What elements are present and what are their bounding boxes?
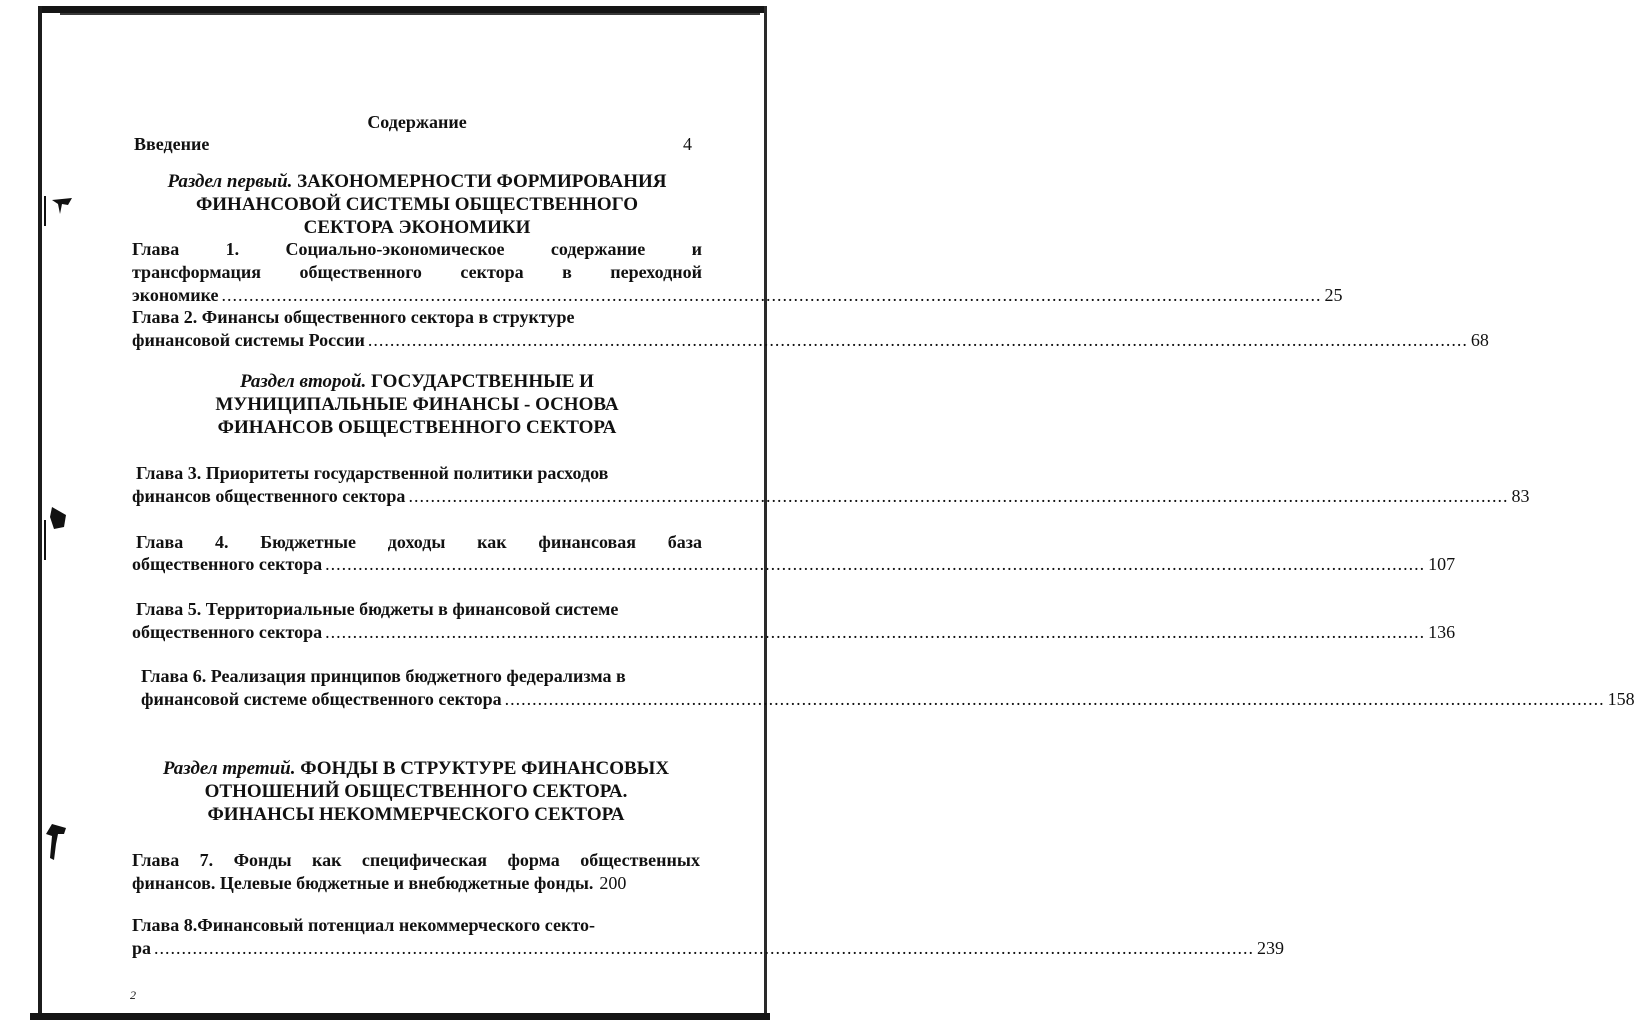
section-2-heading — [130, 370, 704, 439]
dot-leader: ........................................................................................................................................................................................................ — [504, 689, 1605, 709]
section-3-label: Раздел третий. — [162, 758, 296, 779]
toc-chapter-4-page: 107 — [1428, 554, 1456, 574]
toc-word: в — [562, 262, 572, 282]
toc-chapter-6-line: Глава 6. Реализация принципов бюджетного федерализма в — [141, 666, 626, 686]
toc-word: и — [691, 239, 702, 259]
toc-chapter-3-line: Глава 3. Приоритеты государственной политики расходов — [136, 463, 609, 483]
section-1-label: Раздел первый. — [167, 171, 293, 192]
toc-word: общественных — [580, 850, 700, 870]
section-2-line: ГОСУДАРСТВЕННЫЕ И — [371, 371, 594, 392]
scan-speck — [44, 196, 46, 226]
toc-chapter-1-line — [132, 261, 702, 284]
scan-border-top-thin — [60, 13, 760, 15]
toc-chapter-8-page: 239 — [1257, 938, 1285, 958]
toc-chapter-1-line — [132, 238, 702, 261]
section-3-line: ОТНОШЕНИЙ ОБЩЕСТВЕННОГО СЕКТОРА. — [204, 781, 628, 802]
toc-chapter-8-tail: ра — [132, 938, 152, 958]
page-title: Содержание — [367, 112, 467, 132]
scan-border-bottom — [30, 1013, 770, 1020]
toc-word: 7. — [199, 850, 214, 870]
toc-word: переходной — [610, 262, 702, 282]
toc-chapter-5-tail: общественного сектора — [132, 622, 323, 642]
section-2-label: Раздел второй. — [240, 371, 367, 392]
dot-leader: ........................................................................................................................................................................................................ — [325, 622, 1426, 642]
section-1-line: ЗАКОНОМЕРНОСТИ ФОРМИРОВАНИЯ — [297, 171, 667, 192]
toc-chapter-1-leader — [132, 284, 1343, 307]
toc-chapter-2-line: Глава 2. Финансы общественного сектора в структуре — [132, 307, 575, 327]
toc-word: как — [312, 850, 342, 870]
toc-word: база — [667, 532, 702, 552]
toc-word: доходы — [387, 532, 446, 552]
toc-word: специфическая — [361, 850, 488, 870]
toc-intro-label: Введение — [134, 134, 210, 154]
toc-chapter-3-tail: финансов общественного сектора — [132, 486, 406, 506]
dot-leader: ........................................................................................................................................................................................................ — [221, 285, 1322, 305]
toc-chapter-6-leader — [141, 688, 1635, 711]
toc-chapter-2-leader — [132, 329, 1489, 352]
toc-word: содержание — [550, 239, 646, 259]
toc-word: 4. — [215, 532, 229, 552]
toc-chapter-3-page: 83 — [1511, 486, 1530, 506]
toc-word: трансформация — [132, 262, 262, 282]
toc-chapter-2-page: 68 — [1470, 330, 1489, 350]
toc-chapter-5-leader — [132, 621, 1456, 644]
page-number: 2 — [130, 988, 136, 1002]
toc-chapter-7-line — [132, 849, 700, 872]
toc-chapter-5-line: Глава 5. Территориальные бюджеты в финансовой системе — [136, 599, 619, 619]
section-2-line: ФИНАНСОВ ОБЩЕСТВЕННОГО СЕКТОРА — [217, 417, 617, 438]
section-3-heading — [136, 757, 696, 826]
section-1-line: ФИНАНСОВОЙ СИСТЕМЫ ОБЩЕСТВЕННОГО — [195, 194, 639, 215]
dot-leader: ........................................................................................................................................................................................................ — [367, 330, 1468, 350]
toc-chapter-7-tail: финансов. Целевые бюджетные и внебюджетные фонды. — [132, 873, 594, 893]
punch-hole-mark-icon — [44, 822, 70, 862]
toc-word: как — [477, 532, 507, 552]
toc-word: финансовая — [538, 532, 636, 552]
toc-chapter-7-page: 200 — [599, 873, 627, 893]
dot-leader: ........................................................................................................................................................................................................ — [154, 938, 1255, 958]
toc-intro-page: 4 — [683, 134, 692, 154]
toc-chapter-1-tail: экономике — [132, 285, 219, 305]
punch-hole-mark-icon — [50, 196, 74, 216]
toc-chapter-4-line — [136, 531, 702, 554]
dot-leader: ........................................................................................................................................................................................................ — [408, 486, 1509, 506]
section-2-line: МУНИЦИПАЛЬНЫЕ ФИНАНСЫ - ОСНОВА — [215, 394, 619, 415]
toc-chapter-8-line: Глава 8.Финансовый потенциал некоммерческого секто- — [132, 915, 595, 935]
scan-border-top — [38, 6, 764, 13]
toc-word: 1. — [225, 239, 240, 259]
section-1-heading — [130, 170, 704, 239]
punch-hole-mark-icon — [48, 505, 68, 531]
toc-chapter-5-page: 136 — [1428, 622, 1456, 642]
toc-chapter-3-leader — [132, 485, 1530, 508]
toc-chapter-4-tail: общественного сектора — [132, 554, 323, 574]
toc-word: Социально-экономическое — [285, 239, 505, 259]
toc-word: общественного — [299, 262, 422, 282]
toc-chapter-4-leader — [132, 553, 1456, 576]
dot-leader: ........................................................................................................................................................................................................ — [325, 554, 1426, 574]
toc-word: Фонды — [233, 850, 292, 870]
toc-word: форма — [507, 850, 560, 870]
section-3-line: ФИНАНСЫ НЕКОММЕРЧЕСКОГО СЕКТОРА — [207, 804, 625, 825]
toc-word: Глава — [132, 239, 180, 259]
scan-speck — [44, 520, 46, 560]
toc-chapter-2-tail: финансовой системы России — [132, 330, 365, 350]
scan-border-right — [764, 6, 767, 1014]
toc-chapter-1-page: 25 — [1324, 285, 1343, 305]
toc-chapter-6-page: 158 — [1607, 689, 1635, 709]
toc-word: Глава — [132, 850, 180, 870]
section-1-line: СЕКТОРА ЭКОНОМИКИ — [303, 217, 531, 238]
toc-word: Глава — [136, 532, 184, 552]
toc-chapter-6-tail: финансовой системе общественного сектора — [141, 689, 502, 709]
toc-chapter-7-leader — [132, 872, 698, 895]
toc-word: сектора — [460, 262, 524, 282]
toc-chapter-8-leader — [132, 937, 1285, 960]
section-3-line: ФОНДЫ В СТРУКТУРЕ ФИНАНСОВЫХ — [300, 758, 670, 779]
scan-border-left — [38, 6, 42, 1014]
toc-intro — [134, 133, 692, 156]
toc-word: Бюджетные — [260, 532, 357, 552]
